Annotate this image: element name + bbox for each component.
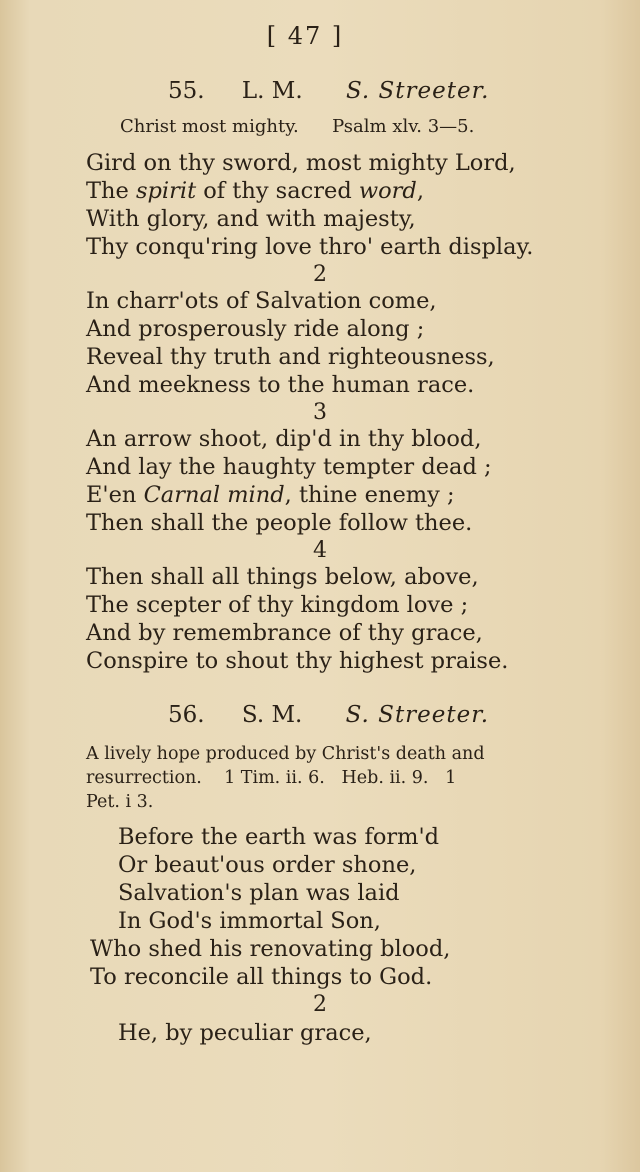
- verse-line: To reconcile all things to God.: [90, 964, 433, 990]
- verse-line: Or beaut'ous order shone,: [118, 852, 417, 878]
- verse-line: An arrow shoot, dip'd in thy blood,: [86, 426, 482, 452]
- verse-line: Gird on thy sword, most mighty Lord,: [86, 150, 516, 176]
- hymn-56-subject-line: resurrection. 1 Tim. ii. 6. Heb. ii. 9. 1: [86, 768, 457, 788]
- stanza-number: 3: [313, 400, 327, 425]
- verse-line: Conspire to shout thy highest praise.: [86, 648, 509, 674]
- stanza-number: 4: [313, 538, 327, 563]
- subject-title: Christ most mighty.: [120, 116, 299, 137]
- hymn-56-header: [168, 704, 489, 727]
- stanza-number: 2: [313, 992, 327, 1017]
- verse-line: In God's immortal Son,: [118, 908, 381, 934]
- hymn-56-subject-line: Pet. i 3.: [86, 792, 154, 812]
- verse-line: Before the earth was form'd: [118, 824, 440, 850]
- verse-line: The spirit of thy sacred word,: [86, 178, 424, 204]
- verse-line: Then shall the people follow thee.: [86, 510, 473, 536]
- hymn-number: 55.: [168, 78, 205, 104]
- hymn-author: S. Streeter.: [345, 702, 490, 728]
- verse-line: And by remembrance of thy grace,: [86, 620, 483, 646]
- verse-line: Reveal thy truth and righteousness,: [86, 344, 495, 370]
- hymn-number: 56.: [168, 702, 205, 728]
- verse-line: And prosperously ride along ;: [86, 316, 425, 342]
- verse-line: E'en Carnal mind, thine enemy ;: [86, 482, 455, 508]
- hymn-meter: S. M.: [241, 702, 303, 728]
- verse-line: With glory, and with majesty,: [86, 206, 416, 232]
- verse-line: Salvation's plan was laid: [118, 880, 400, 906]
- verse-line: He, by peculiar grace,: [118, 1020, 372, 1046]
- hymn-meter: L. M.: [241, 78, 303, 104]
- verse-line: Then shall all things below, above,: [86, 564, 479, 590]
- verse-line: And lay the haughty tempter dead ;: [86, 454, 492, 480]
- page-number: [ 47 ]: [266, 22, 344, 50]
- verse-line: Who shed his renovating blood,: [90, 936, 451, 962]
- hymn-56-subject-line: A lively hope produced by Christ's death and: [86, 744, 485, 764]
- verse-line: Thy conqu'ring love thro' earth display.: [86, 234, 534, 260]
- hymn-55-header: [168, 80, 489, 103]
- verse-line: And meekness to the human race.: [86, 372, 475, 398]
- scripture-reference: Psalm xlv. 3—5.: [332, 116, 475, 137]
- verse-line: The scepter of thy kingdom love ;: [86, 592, 469, 618]
- stanza-number: 2: [313, 262, 327, 287]
- hymn-author: S. Streeter.: [345, 78, 490, 104]
- verse-line: In charr'ots of Salvation come,: [86, 288, 437, 314]
- hymn-55-subject: [120, 118, 474, 136]
